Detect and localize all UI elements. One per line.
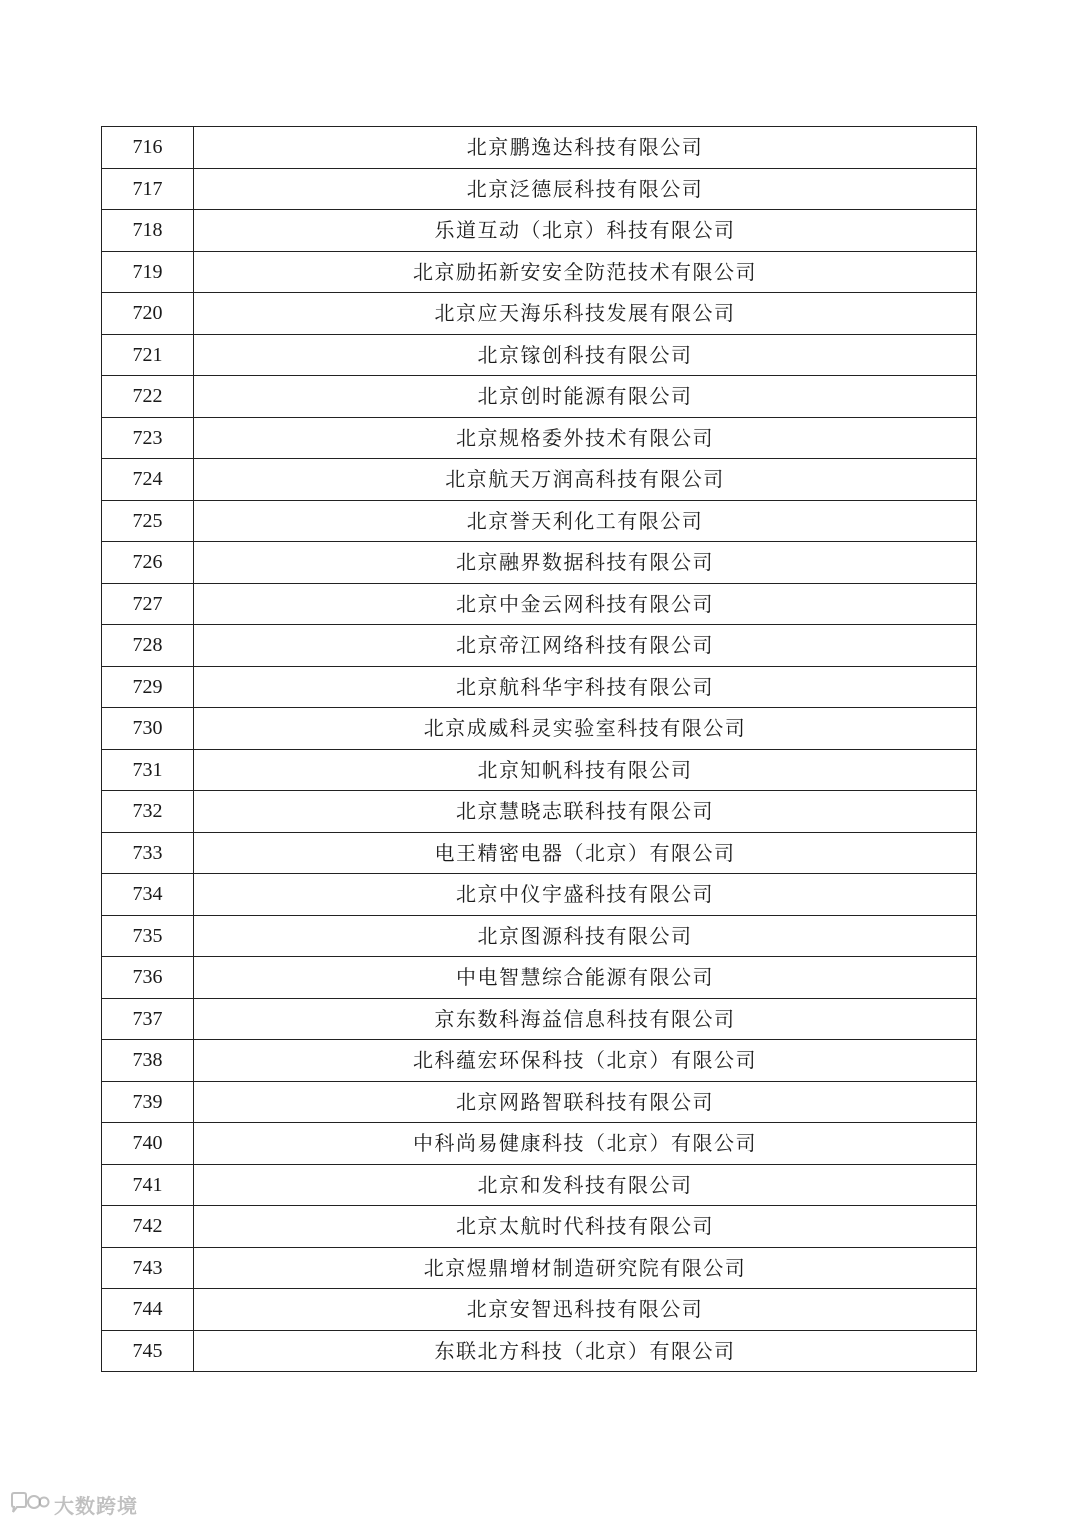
row-number: 737 — [102, 998, 194, 1040]
table-row — [102, 957, 977, 999]
company-list-body — [102, 127, 977, 1372]
company-name: 北京知帆科技有限公司 — [194, 749, 977, 791]
table-row — [102, 334, 977, 376]
table-row — [102, 666, 977, 708]
row-number: 720 — [102, 293, 194, 335]
company-name: 北京航天万润高科技有限公司 — [194, 459, 977, 501]
row-number: 745 — [102, 1330, 194, 1372]
table-row — [102, 500, 977, 542]
company-name: 北京帝江网络科技有限公司 — [194, 625, 977, 667]
row-number: 717 — [102, 168, 194, 210]
row-number: 736 — [102, 957, 194, 999]
table-row — [102, 915, 977, 957]
table-row — [102, 542, 977, 584]
company-name: 北京融界数据科技有限公司 — [194, 542, 977, 584]
row-number: 733 — [102, 832, 194, 874]
company-name: 东联北方科技（北京）有限公司 — [194, 1330, 977, 1372]
row-number: 744 — [102, 1289, 194, 1331]
table-row — [102, 998, 977, 1040]
table-row — [102, 1330, 977, 1372]
company-list-table — [101, 126, 977, 1372]
table-row — [102, 874, 977, 916]
company-name: 北京慧晓志联科技有限公司 — [194, 791, 977, 833]
row-number: 725 — [102, 500, 194, 542]
company-name: 北京和发科技有限公司 — [194, 1164, 977, 1206]
row-number: 723 — [102, 417, 194, 459]
table-row — [102, 293, 977, 335]
company-name: 电王精密电器（北京）有限公司 — [194, 832, 977, 874]
table-row — [102, 1123, 977, 1165]
row-number: 742 — [102, 1206, 194, 1248]
company-name: 北京成威科灵实验室科技有限公司 — [194, 708, 977, 750]
row-number: 734 — [102, 874, 194, 916]
row-number: 719 — [102, 251, 194, 293]
watermark-text: 大数跨境 — [54, 1493, 138, 1518]
table-row — [102, 1247, 977, 1289]
company-name: 乐道互动（北京）科技有限公司 — [194, 210, 977, 252]
row-number: 730 — [102, 708, 194, 750]
row-number: 721 — [102, 334, 194, 376]
row-number: 716 — [102, 127, 194, 169]
table-row — [102, 1040, 977, 1082]
company-name: 北京应天海乐科技发展有限公司 — [194, 293, 977, 335]
table-row — [102, 251, 977, 293]
row-number: 722 — [102, 376, 194, 418]
table-row — [102, 210, 977, 252]
row-number: 728 — [102, 625, 194, 667]
row-number: 741 — [102, 1164, 194, 1206]
company-name: 北京图源科技有限公司 — [194, 915, 977, 957]
company-name: 北京煜鼎增材制造研究院有限公司 — [194, 1247, 977, 1289]
table-row — [102, 832, 977, 874]
table-row — [102, 168, 977, 210]
row-number: 726 — [102, 542, 194, 584]
watermark — [8, 1487, 138, 1521]
row-number: 729 — [102, 666, 194, 708]
row-number: 727 — [102, 583, 194, 625]
table-row — [102, 1164, 977, 1206]
company-name: 中科尚易健康科技（北京）有限公司 — [194, 1123, 977, 1165]
company-name: 北京中仪宇盛科技有限公司 — [194, 874, 977, 916]
row-number: 731 — [102, 749, 194, 791]
company-name: 北京创时能源有限公司 — [194, 376, 977, 418]
row-number: 739 — [102, 1081, 194, 1123]
table-row — [102, 417, 977, 459]
table-row — [102, 1289, 977, 1331]
company-name: 北京太航时代科技有限公司 — [194, 1206, 977, 1248]
table-row — [102, 583, 977, 625]
table-row — [102, 749, 977, 791]
company-name: 北京泛德辰科技有限公司 — [194, 168, 977, 210]
table-row — [102, 1081, 977, 1123]
company-name: 北京励拓新安安全防范技术有限公司 — [194, 251, 977, 293]
row-number: 743 — [102, 1247, 194, 1289]
table-row — [102, 791, 977, 833]
chat-bubble-logo-icon — [8, 1491, 50, 1517]
company-name: 北京航科华宇科技有限公司 — [194, 666, 977, 708]
company-name: 北京中金云网科技有限公司 — [194, 583, 977, 625]
table-row — [102, 625, 977, 667]
company-name: 北科蕴宏环保科技（北京）有限公司 — [194, 1040, 977, 1082]
row-number: 738 — [102, 1040, 194, 1082]
table-row — [102, 1206, 977, 1248]
company-name: 中电智慧综合能源有限公司 — [194, 957, 977, 999]
table-row — [102, 376, 977, 418]
company-name: 北京规格委外技术有限公司 — [194, 417, 977, 459]
company-name: 北京誉天利化工有限公司 — [194, 500, 977, 542]
company-name: 京东数科海益信息科技有限公司 — [194, 998, 977, 1040]
company-name: 北京安智迅科技有限公司 — [194, 1289, 977, 1331]
row-number: 724 — [102, 459, 194, 501]
table-row — [102, 127, 977, 169]
company-name: 北京鹏逸达科技有限公司 — [194, 127, 977, 169]
table-row — [102, 708, 977, 750]
company-name: 北京网路智联科技有限公司 — [194, 1081, 977, 1123]
row-number: 732 — [102, 791, 194, 833]
row-number: 740 — [102, 1123, 194, 1165]
row-number: 718 — [102, 210, 194, 252]
table-row — [102, 459, 977, 501]
company-name: 北京镓创科技有限公司 — [194, 334, 977, 376]
row-number: 735 — [102, 915, 194, 957]
